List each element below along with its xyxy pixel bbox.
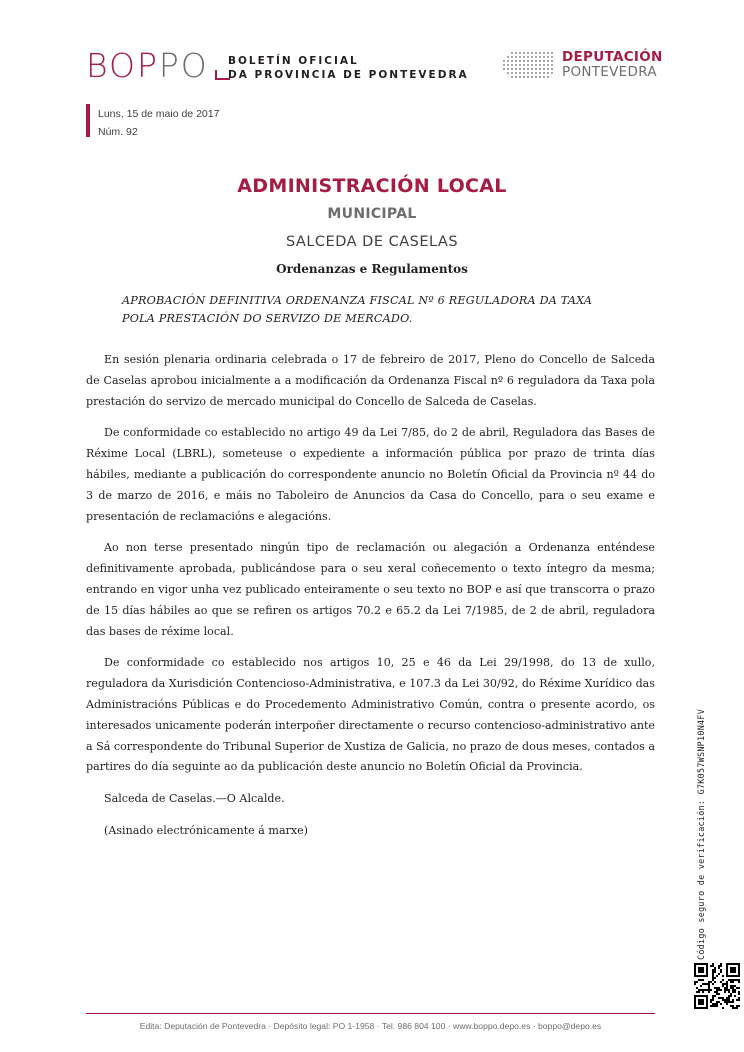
issue-number: Núm. 92 [98, 126, 138, 138]
deputacion-logo-text [562, 50, 663, 80]
document-body [86, 350, 655, 853]
signature-line: Salceda de Caselas.—O Alcalde. [104, 792, 285, 806]
boletin-title [228, 54, 469, 82]
section-title: ADMINISTRACIÓN LOCAL [237, 175, 507, 197]
verification-code: Código seguro de verificación: G7K057WSNP10N4FV [696, 708, 706, 960]
entity-title: SALCEDA DE CASELAS [285, 234, 459, 250]
logo-po-text: PO [158, 46, 209, 85]
issue-date: Luns, 15 de maio de 2017 [98, 108, 220, 120]
logo-vertical-mark [215, 70, 217, 80]
issue-info [98, 105, 219, 141]
deputacion-line-1: DEPUTACIÓN [562, 49, 663, 65]
footer-divider [86, 1013, 655, 1014]
footer-text: Edita: Deputación de Pontevedra · Depósito legal: PO 1-1958 · Tel. 986 804 100 · www.boppo.depo.es · boppo@depo.es [139, 1021, 602, 1031]
body-paragraph: Ao non terse presentado ningún tipo de reclamación ou alegación a Ordenanza enténdese definitivamente aprobada, publicándose para o seu xeral coñecemento o texto íntegro da mesma; entrando en vigor unha vez publicado enteiramente o seu texto no BOP e así que transcorra o prazo de 15 días hábiles ao que se refiren os artigos 70.2 e 65.2 da Lei 7/1985, de 2 de abril, reguladora das bases de réxime local. [86, 541, 655, 638]
boletin-line-2: DA PROVINCIA DE PONTEVEDRA [228, 69, 469, 81]
boppo-logo [86, 46, 209, 86]
deputacion-logo-icon [503, 52, 555, 78]
subsection-title: MUNICIPAL [327, 206, 417, 222]
body-paragraph: De conformidade co establecido nos artigos 10, 25 e 46 da Lei 29/1998, do 13 de xullo, reguladora da Xurisdición Contencioso-Administrativa, e 107.3 da Lei 30/92, do Réxime Xurídico das Administracións Públicas e do Procedemento Administrativo Común, contra o presente acordo, os interesados unicamente poderán interpoñer directamente o recurso contencioso-administrativo ante a Sá correspondente do Tribunal Superior de Xustiza de Galicia, no prazo de dous meses, contados a partires do día seguinte ao da publicación deste anuncio no Boletín Oficial da Provincia. [86, 656, 656, 774]
boletin-line-1: BOLETÍN OFICIAL [228, 55, 359, 67]
logo-bop-text: BOP [86, 46, 159, 85]
body-paragraph: En sesión plenaria ordinaria celebrada o 17 de febreiro de 2017, Pleno do Concello de Salceda de Caselas aprobou inicialmente a a modificación da Ordenanza Fiscal nº 6 reguladora da Taxa pola prestación do servizo de mercado municipal do Concello de Salceda de Caselas. [86, 353, 655, 408]
body-paragraph: De conformidade co establecido no artigo 49 da Lei 7/85, do 2 de abril, Reguladora das Bases de Réxime Local (LBRL), someteuse o expediente a información pública por prazo de trinta días hábiles, mediante a publicación do correspondente anuncio no Boletín Oficial da Provincia nº 44 do 3 de marzo de 2016, e máis no Taboleiro de Anuncios da Casa do Concello, para o seu exame e presentación de reclamacións e alegacións. [86, 426, 655, 523]
issue-accent-bar [86, 104, 90, 137]
electronic-signature-note: (Asinado electrónicamente á marxe) [104, 823, 309, 837]
document-summary: APROBACIÓN DEFINITIVA ORDENANZA FISCAL Nº 6 REGULADORA DA TAXA POLA PRESTACIÓN DO SERVIZO DE MERCADO. [122, 294, 593, 325]
qr-code-icon [694, 963, 740, 1009]
deputacion-line-2: PONTEVEDRA [562, 64, 657, 80]
category-title: Ordenanzas e Regulamentos [276, 262, 468, 276]
